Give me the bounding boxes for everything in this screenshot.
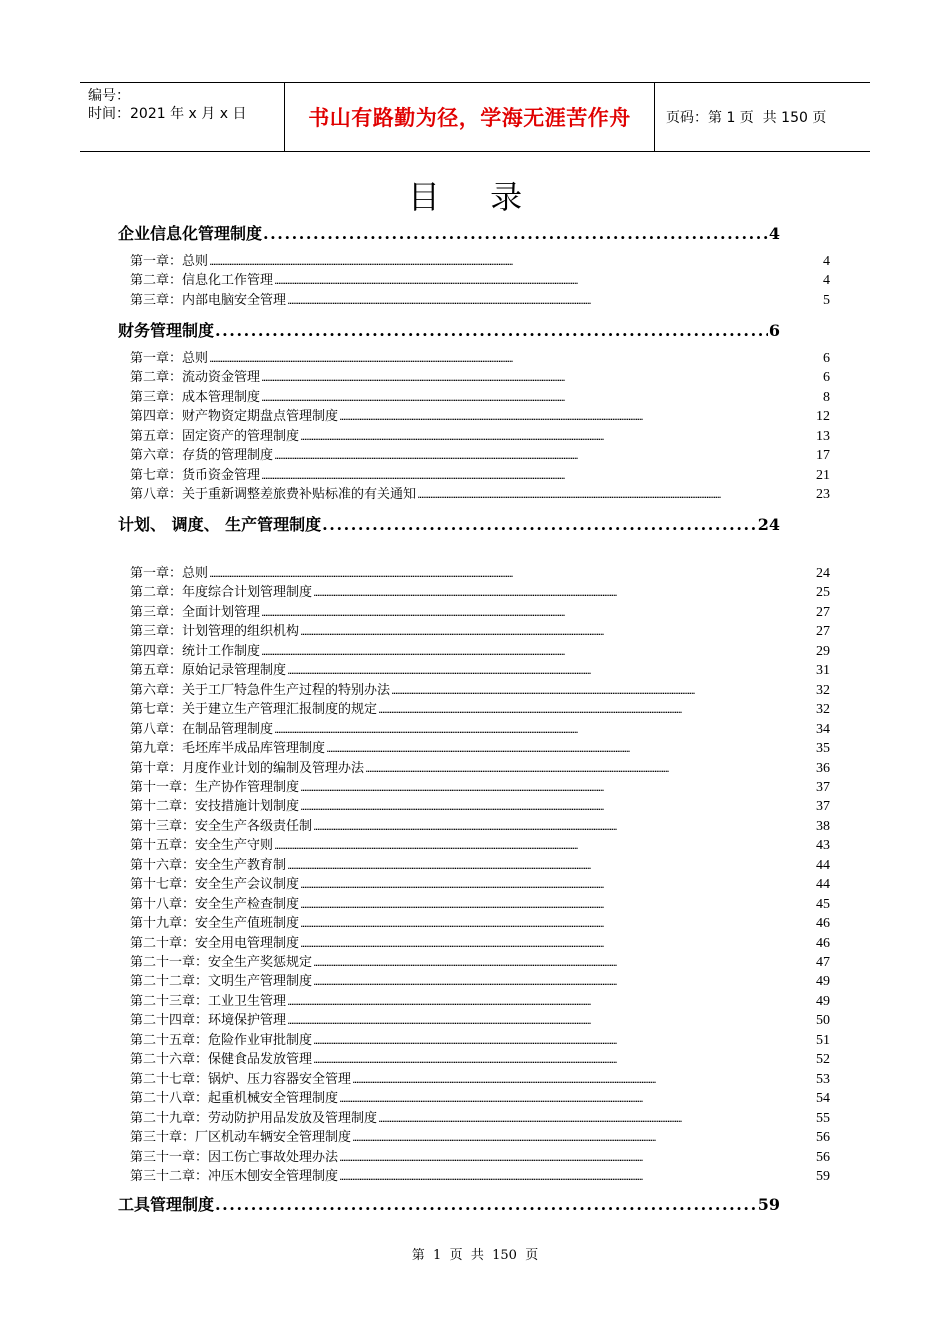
toc-chapter-entry[interactable] xyxy=(130,698,830,716)
dot-leader xyxy=(313,974,815,989)
dot-leader xyxy=(339,1150,815,1165)
document-header xyxy=(80,82,870,152)
toc-chapter-entry-page-number: 17 xyxy=(816,448,830,464)
toc-chapter-entry-title: 第二十一章：安全生产奖惩规定 xyxy=(130,955,313,970)
toc-chapter-entry-title: 第五章：原始记录管理制度 xyxy=(130,663,287,679)
dot-leader xyxy=(300,916,815,931)
toc-chapter-entry[interactable] xyxy=(130,640,830,658)
toc-chapter-entry-page-number: 51 xyxy=(816,1032,830,1048)
toc-chapter-entry[interactable] xyxy=(130,1107,830,1125)
dot-leader xyxy=(352,1072,815,1087)
toc-chapter-entry-title: 第七章：货币资金管理 xyxy=(130,467,261,483)
dot-leader xyxy=(300,897,815,912)
toc-chapter-entry-title: 第二十章：安全用电管理制度 xyxy=(130,935,300,951)
toc-chapter-entry[interactable] xyxy=(130,250,830,268)
dot-leader xyxy=(274,448,815,463)
toc-chapter-entry[interactable] xyxy=(130,757,830,775)
dot-leader xyxy=(352,1130,815,1145)
toc-section-entry-page-number: 59 xyxy=(757,1195,780,1214)
toc-chapter-entry-page-number: 46 xyxy=(816,935,830,951)
toc-chapter-entry-title: 第二十三章：工业卫生管理 xyxy=(130,993,287,1009)
toc-chapter-entry-page-number: 21 xyxy=(816,467,830,483)
toc-section-entry-title: 工具管理制度 xyxy=(118,1195,215,1214)
dot-leader xyxy=(300,429,815,444)
toc-chapter-entry-page-number: 27 xyxy=(816,604,830,620)
toc-chapter-entry-page-number: 36 xyxy=(816,760,830,776)
toc-chapter-entry-title: 第十二章：安技措施计划制度 xyxy=(130,799,300,815)
dot-leader xyxy=(209,351,822,366)
toc-chapter-entry-title: 第三章：计划管理的组织机构 xyxy=(130,624,300,640)
toc-chapter-entry-page-number: 23 xyxy=(816,487,830,503)
toc-title: 目 录 xyxy=(407,178,543,216)
dot-leader xyxy=(287,663,815,678)
toc-chapter-entry[interactable] xyxy=(130,893,830,911)
toc-chapter-entry[interactable] xyxy=(130,1087,830,1105)
toc-chapter-entry-title: 第十六章：安全生产教育制 xyxy=(130,857,287,873)
toc-chapter-entry-title: 第四章：统计工作制度 xyxy=(130,643,261,659)
toc-chapter-entry-page-number: 31 xyxy=(816,663,830,679)
toc-chapter-entry[interactable] xyxy=(130,815,830,833)
dot-leader xyxy=(261,390,822,405)
toc-section-entry[interactable] xyxy=(118,1192,780,1214)
toc-chapter-entry[interactable] xyxy=(130,464,830,482)
toc-chapter-entry[interactable] xyxy=(130,289,830,307)
toc-chapter-entry-page-number: 50 xyxy=(816,1013,830,1029)
toc-chapter-entry-page-number: 25 xyxy=(816,585,830,601)
toc-chapter-entry-page-number: 44 xyxy=(816,877,830,893)
toc-chapter-entry-page-number: 56 xyxy=(816,1149,830,1165)
toc-chapter-entry-title: 第二十五章：危险作业审批制度 xyxy=(130,1032,313,1048)
toc-chapter-entry-title: 第十三章：安全生产各级责任制 xyxy=(130,818,313,834)
dot-leader xyxy=(378,1111,815,1126)
toc-chapter-entry[interactable] xyxy=(130,405,830,423)
toc-chapter-entry-page-number: 6 xyxy=(823,370,830,386)
header-divider xyxy=(654,83,655,151)
toc-chapter-entry[interactable] xyxy=(130,347,830,365)
toc-chapter-entry-page-number: 24 xyxy=(816,566,830,581)
toc-chapter-entry-title: 第十章：月度作业计划的编制及管理办法 xyxy=(130,760,365,776)
toc-chapter-entry-title: 第二十六章：保健食品发放管理 xyxy=(130,1052,313,1068)
dot-leader xyxy=(300,877,815,892)
toc-chapter-entry[interactable] xyxy=(130,659,830,677)
toc-chapter-entry-title: 第三章：内部电脑安全管理 xyxy=(130,292,287,308)
toc-chapter-entry-page-number: 29 xyxy=(816,643,830,659)
dot-leader xyxy=(339,1091,815,1106)
dot-leader xyxy=(287,858,815,873)
dot-leader xyxy=(326,741,815,756)
toc-chapter-entry-page-number: 5 xyxy=(823,292,830,308)
toc-chapter-entry[interactable] xyxy=(130,679,830,697)
toc-chapter-entry-page-number: 59 xyxy=(816,1168,830,1184)
toc-chapter-entry-title: 第八章：在制品管理制度 xyxy=(130,721,274,737)
toc-chapter-entry-page-number: 8 xyxy=(823,389,830,405)
toc-chapter-entry-page-number: 6 xyxy=(823,351,830,366)
toc-chapter-entry-title: 第十五章：安全生产守则 xyxy=(130,838,274,854)
toc-chapter-entry-page-number: 37 xyxy=(816,799,830,815)
toc-chapter-entry-page-number: 49 xyxy=(816,993,830,1009)
dot-leader xyxy=(287,293,822,308)
toc-chapter-entry-title: 第二章：流动资金管理 xyxy=(130,370,261,386)
toc-section-entry-page-number: 24 xyxy=(757,515,780,534)
toc-chapter-entry[interactable] xyxy=(130,483,830,501)
toc-chapter-entry-title: 第三十二章：冲压木刨安全管理制度 xyxy=(130,1168,339,1184)
toc-chapter-entry-page-number: 32 xyxy=(816,682,830,698)
toc-chapter-entry[interactable] xyxy=(130,601,830,619)
header-page-info: 页码：第 1 页 共 150 页 xyxy=(666,110,827,126)
toc-chapter-entry-page-number: 32 xyxy=(816,702,830,718)
header-info xyxy=(88,87,246,123)
toc-chapter-entry-title: 第三十章：厂区机动车辆安全管理制度 xyxy=(130,1130,352,1146)
toc-chapter-entry-page-number: 53 xyxy=(816,1071,830,1087)
toc-chapter-entry-title: 第二十二章：文明生产管理制度 xyxy=(130,974,313,990)
dot-leader xyxy=(209,254,822,269)
toc-chapter-entry[interactable] xyxy=(130,951,830,969)
toc-section-entry[interactable] xyxy=(118,512,780,534)
dot-leader xyxy=(322,515,757,534)
dot-leader xyxy=(274,273,822,288)
toc-chapter-entry-title: 第三章：成本管理制度 xyxy=(130,389,261,405)
dot-leader xyxy=(287,1013,815,1028)
toc-chapter-entry[interactable] xyxy=(130,873,830,891)
dot-leader xyxy=(209,566,815,581)
dot-leader xyxy=(274,838,815,853)
toc-chapter-entry[interactable] xyxy=(130,932,830,950)
toc-chapter-entry-title: 第十九章：安全生产值班制度 xyxy=(130,916,300,932)
toc-chapter-entry-title: 第四章：财产物资定期盘点管理制度 xyxy=(130,409,339,425)
toc-chapter-entry-page-number: 46 xyxy=(816,916,830,932)
toc-chapter-entry[interactable] xyxy=(130,581,830,599)
toc-section-entry-title: 企业信息化管理制度 xyxy=(118,224,263,243)
header-motto: 书山有路勤为径，学海无涯苦作舟 xyxy=(308,106,631,130)
toc-chapter-entry[interactable] xyxy=(130,366,830,384)
dot-leader xyxy=(300,799,815,814)
dot-leader xyxy=(300,624,815,639)
toc-chapter-entry-page-number: 13 xyxy=(816,428,830,444)
toc-chapter-entry-title: 第五章：固定资产的管理制度 xyxy=(130,428,300,444)
toc-section-entry-page-number: 6 xyxy=(768,321,780,340)
toc-chapter-entry-title: 第八章：关于重新调整差旅费补贴标准的有关通知 xyxy=(130,487,417,503)
dot-leader xyxy=(274,722,815,737)
toc-section-entry[interactable] xyxy=(118,318,780,340)
toc-chapter-entry[interactable] xyxy=(130,1048,830,1066)
toc-chapter-entry-page-number: 27 xyxy=(816,624,830,640)
toc-chapter-entry-title: 第一章：总则 xyxy=(130,254,209,269)
dot-leader xyxy=(313,1033,815,1048)
toc-chapter-entry-page-number: 35 xyxy=(816,741,830,757)
toc-chapter-entry-title: 第一章：总则 xyxy=(130,351,209,366)
toc-section-entry-title: 计划、 调度、 生产管理制度 xyxy=(118,515,322,534)
toc-chapter-entry-title: 第二章：信息化工作管理 xyxy=(130,273,274,289)
toc-chapter-entry-title: 第二十七章：锅炉、压力容器安全管理 xyxy=(130,1071,352,1087)
page-footer: 第 1 页 共 150 页 xyxy=(411,1248,539,1263)
toc-chapter-entry-title: 第十八章：安全生产检查制度 xyxy=(130,896,300,912)
toc-chapter-entry[interactable] xyxy=(130,737,830,755)
toc-chapter-entry-page-number: 38 xyxy=(816,818,830,834)
toc-chapter-entry-page-number: 54 xyxy=(816,1091,830,1107)
toc-chapter-entry-title: 第三章：全面计划管理 xyxy=(130,604,261,620)
toc-chapter-entry-page-number: 52 xyxy=(816,1052,830,1068)
dot-leader xyxy=(391,683,815,698)
dot-leader xyxy=(215,321,768,340)
toc-chapter-entry-title: 第二十九章：劳动防护用品发放及管理制度 xyxy=(130,1110,378,1126)
toc-chapter-entry-page-number: 44 xyxy=(816,857,830,873)
toc-chapter-entry-title: 第一章：总则 xyxy=(130,566,209,581)
dot-leader xyxy=(365,761,815,776)
dot-leader xyxy=(378,702,815,717)
toc-chapter-entry[interactable] xyxy=(130,269,830,287)
toc-chapter-entry-title: 第十一章：生产协作管理制度 xyxy=(130,779,300,795)
toc-chapter-entry[interactable] xyxy=(130,1068,830,1086)
dot-leader xyxy=(263,224,768,243)
dot-leader xyxy=(313,955,815,970)
dot-leader xyxy=(215,1195,757,1214)
toc-section-entry[interactable] xyxy=(118,221,780,243)
dot-leader xyxy=(339,1169,815,1184)
toc-chapter-entry-title: 第三十一章：因工伤亡事故处理办法 xyxy=(130,1149,339,1165)
toc-chapter-entry[interactable] xyxy=(130,1146,830,1164)
dot-leader xyxy=(313,585,815,600)
toc-chapter-entry-title: 第十七章：安全生产会议制度 xyxy=(130,877,300,893)
dot-leader xyxy=(300,780,815,795)
toc-chapter-entry[interactable] xyxy=(130,854,830,872)
header-time-label: 时间：2021 年 x 月 x 日 xyxy=(88,106,247,122)
toc-chapter-entry-page-number: 56 xyxy=(816,1130,830,1146)
toc-chapter-entry-page-number: 55 xyxy=(816,1110,830,1126)
toc-chapter-entry-page-number: 49 xyxy=(816,974,830,990)
toc-chapter-entry[interactable] xyxy=(130,718,830,736)
toc-chapter-entry[interactable] xyxy=(130,970,830,988)
toc-section-entry-title: 财务管理制度 xyxy=(118,321,215,340)
dot-leader xyxy=(261,644,815,659)
toc-chapter-entry[interactable] xyxy=(130,1165,830,1183)
toc-chapter-entry[interactable] xyxy=(130,834,830,852)
toc-chapter-entry-title: 第九章：毛坯库半成品库管理制度 xyxy=(130,741,326,757)
toc-chapter-entry-page-number: 12 xyxy=(816,409,830,425)
toc-chapter-entry-title: 第六章：存货的管理制度 xyxy=(130,448,274,464)
toc-chapter-entry-page-number: 47 xyxy=(816,955,830,970)
dot-leader xyxy=(313,819,815,834)
toc-chapter-entry-page-number: 34 xyxy=(816,721,830,737)
dot-leader xyxy=(417,487,815,502)
toc-chapter-entry-page-number: 45 xyxy=(816,896,830,912)
toc-chapter-entry[interactable] xyxy=(130,386,830,404)
toc-section-entry-page-number: 4 xyxy=(768,224,780,243)
toc-chapter-entry[interactable] xyxy=(130,1029,830,1047)
toc-chapter-entry[interactable] xyxy=(130,795,830,813)
toc-chapter-entry-title: 第二章：年度综合计划管理制度 xyxy=(130,585,313,601)
dot-leader xyxy=(339,409,815,424)
dot-leader xyxy=(300,936,815,951)
toc-chapter-entry-title: 第六章：关于工厂特急件生产过程的特别办法 xyxy=(130,682,391,698)
toc-chapter-entry-title: 第二十四章：环境保护管理 xyxy=(130,1013,287,1029)
toc-chapter-entry-page-number: 4 xyxy=(823,254,830,269)
toc-chapter-entry[interactable] xyxy=(130,912,830,930)
toc-chapter-entry[interactable] xyxy=(130,562,830,580)
header-number-label: 编号： xyxy=(88,88,130,104)
toc-chapter-entry[interactable] xyxy=(130,620,830,638)
toc-chapter-entry-page-number: 37 xyxy=(816,779,830,795)
dot-leader xyxy=(261,605,815,620)
toc-chapter-entry-title: 第七章：关于建立生产管理汇报制度的规定 xyxy=(130,702,378,718)
dot-leader xyxy=(313,1052,815,1067)
dot-leader xyxy=(261,468,815,483)
dot-leader xyxy=(287,994,815,1009)
toc-chapter-entry-title: 第二十八章：起重机械安全管理制度 xyxy=(130,1091,339,1107)
toc-chapter-entry[interactable] xyxy=(130,1126,830,1144)
toc-chapter-entry[interactable] xyxy=(130,425,830,443)
toc-chapter-entry[interactable] xyxy=(130,444,830,462)
toc-chapter-entry[interactable] xyxy=(130,990,830,1008)
dot-leader xyxy=(261,370,822,385)
toc-chapter-entry[interactable] xyxy=(130,1009,830,1027)
toc-chapter-entry-page-number: 43 xyxy=(816,838,830,854)
toc-chapter-entry-page-number: 4 xyxy=(823,273,830,289)
toc-chapter-entry[interactable] xyxy=(130,776,830,794)
